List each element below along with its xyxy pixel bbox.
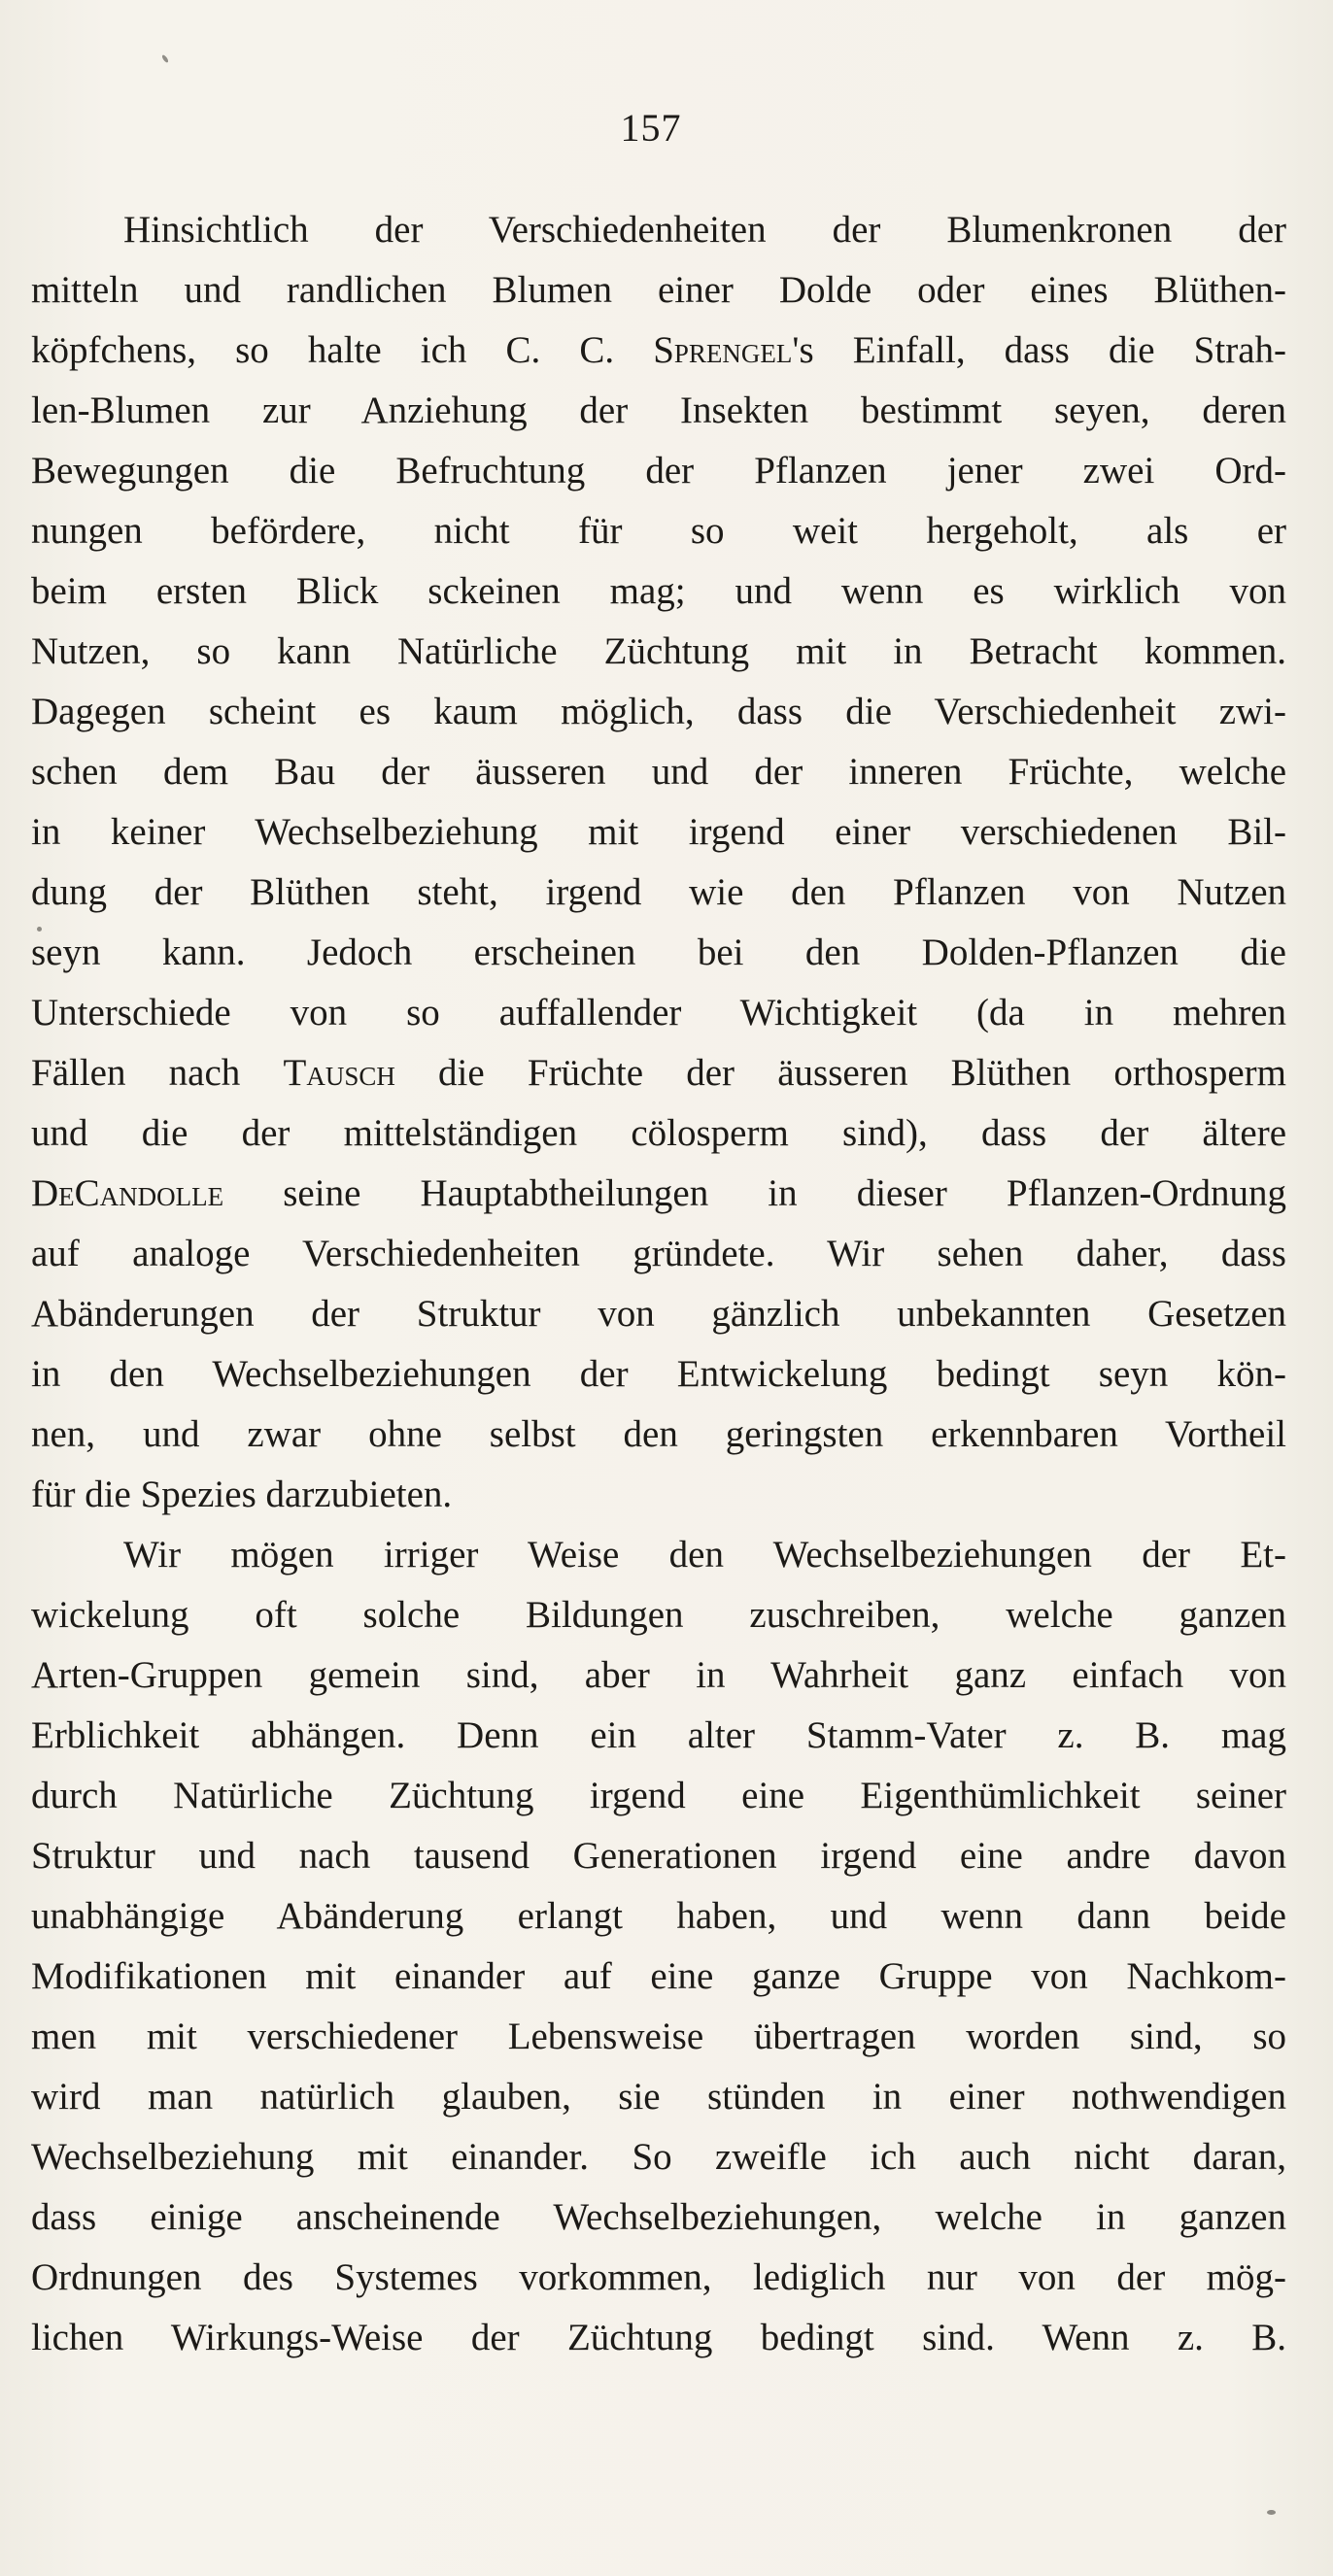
text-line: schen dem Bau der äusseren und der inneren Früchte, welche (31, 751, 1286, 793)
text-line: seyn kann. Jedoch erscheinen bei den Dolden-Pflanzen die (31, 932, 1286, 973)
text-line: len-Blumen zur Anziehung der Insekten bestimmt seyen, deren (31, 390, 1286, 431)
text-line: Erblichkeit abhängen. Denn ein alter Stamm-Vater z. B. mag (31, 1714, 1286, 1756)
text-line: wird man natürlich glauben, sie stünden in einer nothwendigen (31, 2076, 1286, 2118)
text-line: Nutzen, so kann Natürliche Züchtung mit in Betracht kommen. (31, 630, 1286, 672)
text-line: DeCandolle seine Hauptabtheilungen in dieser Pflanzen-Ordnung (31, 1172, 1286, 1214)
text-line: wickelung oft solche Bildungen zuschreiben, welche ganzen (31, 1594, 1286, 1636)
text-line: für die Spezies darzubieten. (31, 1474, 453, 1515)
text-line: dung der Blüthen steht, irgend wie den Pflanzen von Nutzen (31, 871, 1286, 913)
author-name-smallcaps: Tausch (283, 1052, 395, 1094)
paper-speck (161, 54, 169, 64)
text-line: Struktur und nach tausend Generationen irgend eine andre davon (31, 1835, 1286, 1877)
text-line: dass einige anscheinende Wechselbeziehungen, welche in ganzen (31, 2196, 1286, 2238)
text-line: beim ersten Blick sckeinen mag; und wenn es wirklich von (31, 570, 1286, 612)
text-line: unabhängige Abänderung erlangt haben, und wenn dann beide (31, 1895, 1286, 1937)
text-line: Wir mögen irriger Weise den Wechselbeziehungen der Et- (123, 1534, 1286, 1576)
text-line: nen, und zwar ohne selbst den geringsten erkennbaren Vortheil (31, 1413, 1286, 1455)
text-line: durch Natürliche Züchtung irgend eine Eigenthümlichkeit seiner (31, 1775, 1286, 1816)
text-line: mitteln und randlichen Blumen einer Dolde oder eines Blüthen- (31, 269, 1286, 311)
text-line: Hinsichtlich der Verschiedenheiten der Blumenkronen der (123, 209, 1286, 251)
text-line: in keiner Wechselbeziehung mit irgend einer verschiedenen Bil- (31, 811, 1286, 853)
text-line: Ordnungen des Systemes vorkommen, lediglich nur von der mög- (31, 2256, 1286, 2298)
text-line: men mit verschiedener Lebensweise übertragen worden sind, so (31, 2016, 1286, 2057)
text-line: köpfchens, so halte ich C. C. Sprengel's Einfall, dass die Strah- (31, 329, 1286, 371)
paper-speck (37, 927, 42, 932)
text-line: Bewegungen die Befruchtung der Pflanzen jener zwei Ord- (31, 450, 1286, 491)
text-line: Fällen nach Tausch die Früchte der äusseren Blüthen orthosperm (31, 1052, 1286, 1094)
author-name-smallcaps: Sprengel (653, 329, 793, 371)
text-line: Unterschiede von so auffallender Wichtigkeit (da in mehren (31, 992, 1286, 1034)
text-line: Abänderungen der Struktur von gänzlich unbekannten Gesetzen (31, 1293, 1286, 1335)
body-text (31, 200, 1286, 2368)
text-line: auf analoge Verschiedenheiten gründete. Wir sehen daher, dass (31, 1233, 1286, 1274)
paper-speck (1267, 2510, 1276, 2515)
text-line: Modifikationen mit einander auf eine ganze Gruppe von Nachkom- (31, 1955, 1286, 1997)
text-line: lichen Wirkungs-Weise der Züchtung bedingt sind. Wenn z. B. (31, 2317, 1286, 2358)
text-line: Dagegen scheint es kaum möglich, dass die Verschiedenheit zwi- (31, 691, 1286, 732)
text-line: nungen befördere, nicht für so weit hergeholt, als er (31, 510, 1286, 552)
text-line: in den Wechselbeziehungen der Entwickelung bedingt seyn kön- (31, 1353, 1286, 1395)
text-line: Wechselbeziehung mit einander. So zweifle ich auch nicht daran, (31, 2136, 1286, 2178)
author-name-smallcaps: DeCandolle (31, 1172, 224, 1214)
text-line: und die der mittelständigen cölosperm sind), dass der ältere (31, 1112, 1286, 1154)
text-line: Arten-Gruppen gemein sind, aber in Wahrheit ganz einfach von (31, 1654, 1286, 1696)
page-number: 157 (620, 106, 682, 150)
